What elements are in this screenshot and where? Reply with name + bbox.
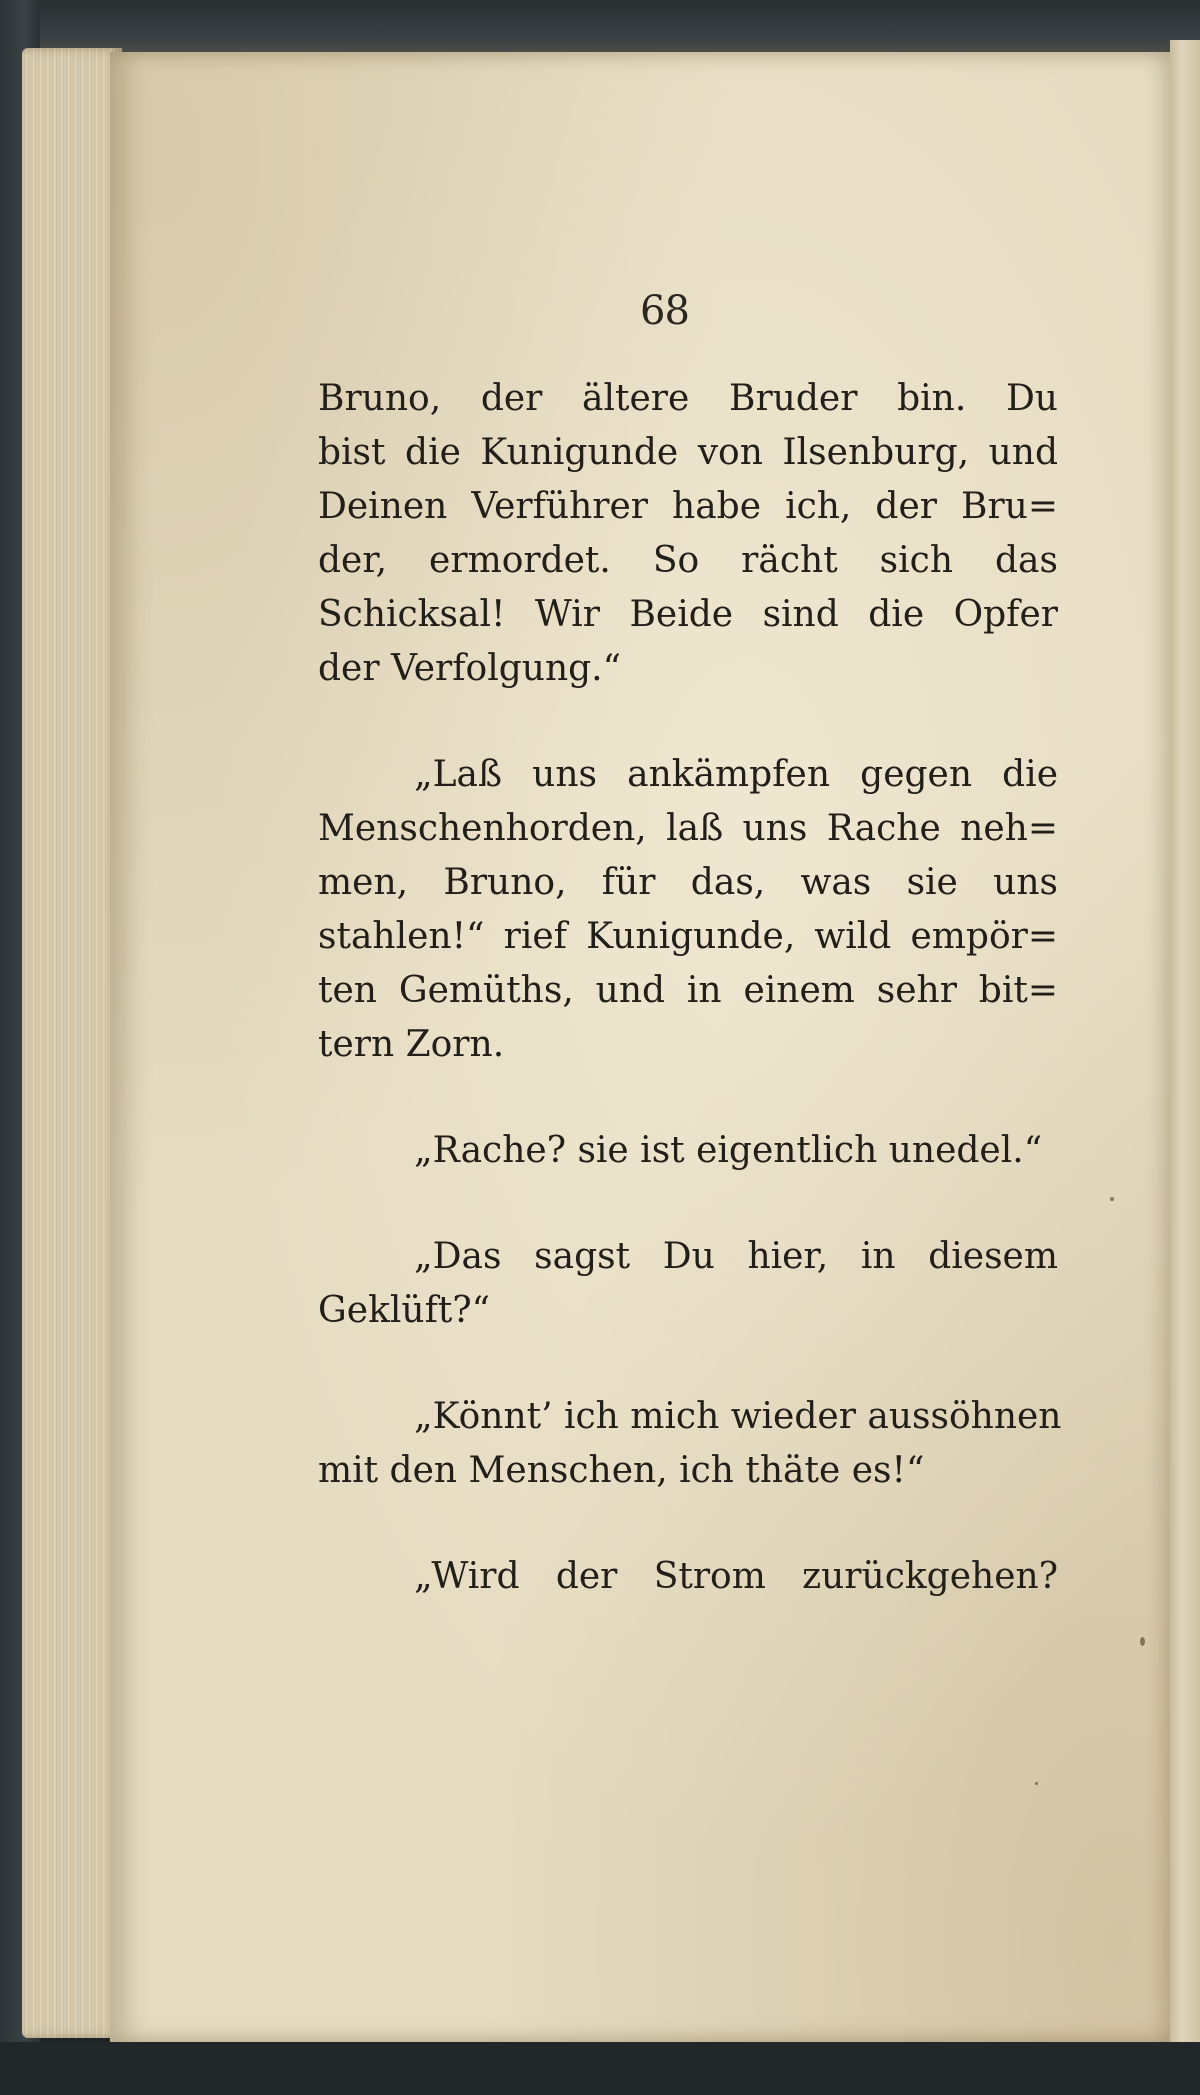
text-line: mit den Menschen, ich thäte es!“ — [318, 1450, 925, 1491]
text-line: Deinen Verführer habe ich, der Bru= — [318, 486, 1058, 527]
paragraph-gap — [318, 1338, 1058, 1390]
page-body-text — [318, 372, 1062, 1604]
text-line: „Wird der Strom zurückgehen? — [414, 1556, 1058, 1597]
text-line: stahlen!“ rief Kunigunde, wild empör= — [318, 916, 1058, 957]
paragraph — [318, 1230, 1058, 1338]
paragraph — [318, 748, 1058, 1072]
paragraph-gap — [318, 1498, 1058, 1550]
paragraph-gap — [318, 1072, 1058, 1124]
paragraph — [318, 372, 1058, 696]
text-line: Menschenhorden, laß uns Rache neh= — [318, 808, 1058, 849]
ink-speck — [1140, 1637, 1145, 1646]
paragraph-gap — [318, 696, 1058, 748]
page-number: 68 — [640, 288, 689, 334]
text-line: tern Zorn. — [318, 1024, 505, 1065]
facing-page-edge — [1170, 40, 1200, 2050]
text-line: „Das sagst Du hier, in diesem — [414, 1236, 1058, 1277]
text-line: „Laß uns ankämpfen gegen die — [414, 754, 1058, 795]
paragraph — [318, 1390, 1062, 1498]
text-line: „Rache? sie ist eigentlich unedel.“ — [414, 1130, 1043, 1171]
text-line: Geklüft?“ — [318, 1290, 491, 1331]
scan-top-border — [0, 0, 1200, 52]
text-line: „Könnt’ ich mich wieder aussöhnen — [414, 1396, 1062, 1437]
text-line: Schicksal! Wir Beide sind die Opfer — [318, 594, 1058, 635]
text-line: men, Bruno, für das, was sie uns — [318, 862, 1058, 903]
ink-speck — [1035, 1782, 1038, 1785]
text-line: Bruno, der ältere Bruder bin. Du — [318, 378, 1058, 419]
ink-speck — [1110, 1197, 1114, 1201]
text-line: ten Gemüths, und in einem sehr bit= — [318, 970, 1058, 1011]
text-line: bist die Kunigunde von Ilsenburg, und — [318, 432, 1058, 473]
text-line: der Verfolgung.“ — [318, 648, 622, 689]
paragraph — [318, 1550, 1058, 1604]
paragraph — [318, 1124, 1058, 1178]
scan-bottom-border — [0, 2042, 1200, 2095]
text-line: der, ermordet. So rächt sich das — [318, 540, 1058, 581]
paragraph-gap — [318, 1178, 1058, 1230]
page-edges-stack — [22, 48, 122, 2038]
